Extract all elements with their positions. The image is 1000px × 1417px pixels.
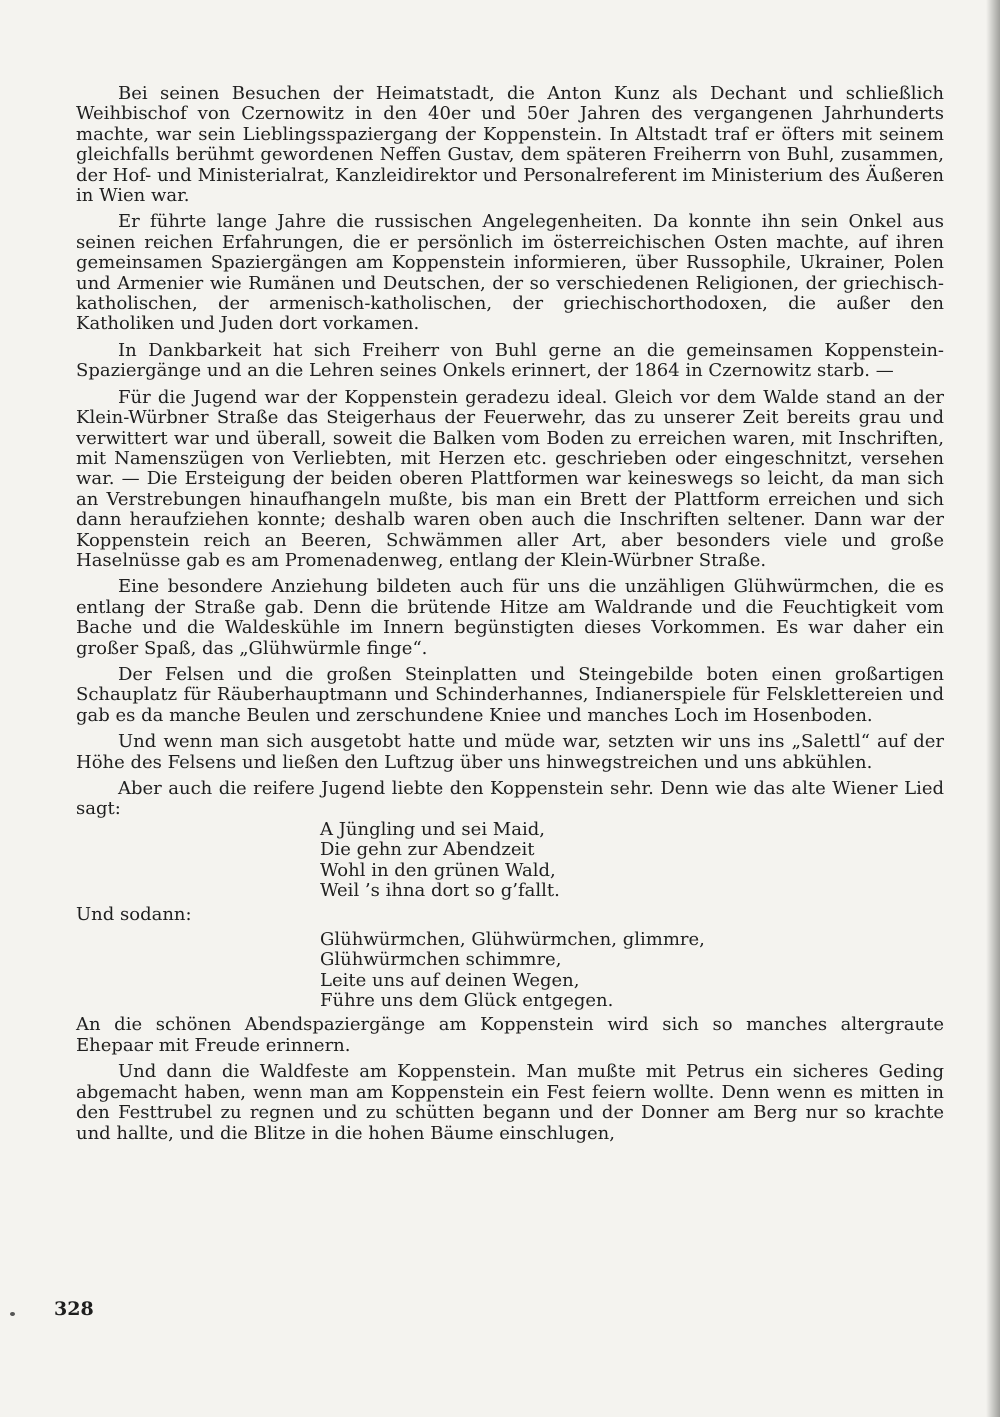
- verse-label: Und sodann:: [76, 904, 192, 926]
- verse-line: Führe uns dem Glück entgegen.: [320, 990, 614, 1012]
- verse-stanza-1: [320, 820, 944, 902]
- verse-line: Glühwürmchen, Glühwürmchen, glimmre,: [320, 928, 705, 950]
- paragraph-3: In Dankbarkeit hat sich Freiherr von Buhl gerne an die gemeinsamen Koppenstein-Spaziergänge und an die Lehren seines Onkels erinnert, der 1864 in Czernowitz starb. —: [76, 339, 944, 382]
- paragraph-7: Und wenn man sich ausgetobt hatte und müde war, setzten wir uns ins „Salettl“ auf der Höhe des Felsens und ließen den Luftzug über uns hinwegstreichen und uns abkühlen.: [76, 731, 944, 773]
- binding-shadow: [986, 0, 1000, 1417]
- verse-line: Weil ’s ihna dort so g’fallt.: [320, 880, 560, 902]
- verse-line: Glühwürmchen schimmre,: [320, 949, 562, 971]
- verse-line: Die gehn zur Abendzeit: [320, 839, 535, 861]
- verse-line: Wohl in den grünen Wald,: [320, 859, 556, 881]
- paragraph-6: Der Felsen und die großen Steinplatten und Steingebilde boten einen großartigen Schauplatz für Räuberhauptmann und Schinderhannes, Indianerspiele für Felsklettereien und gab es da manche Beulen und zerschundene Kniee und manches Loch im Hosenboden.: [76, 663, 944, 726]
- paragraph-1: Bei seinen Besuchen der Heimatstadt, die Anton Kunz als Dechant und schließlich Weihbischof von Czernowitz in den 40er und 50er Jahren des vergangenen Jahrhunderts machte, war sein Lieblingsspaziergang der Koppenstein. In Altstadt traf er öfters mit seinem gleichfalls berühmt gewordenen Neffen Gustav, dem späteren Freiherrn von Buhl, zusammen, der Hof- und Ministerialrat, Kanzleidirektor und Personalreferent im Ministerium des Äußeren in Wien war.: [76, 83, 944, 207]
- verse-stanza-2: [320, 930, 944, 1012]
- closing-paragraph-1: An die schönen Abendspaziergänge am Koppenstein wird sich so manches altergraute Ehepaar mit Freude erinnern.: [76, 1014, 944, 1056]
- paragraph-2: Er führte lange Jahre die russischen Angelegenheiten. Da konnte ihn sein Onkel aus seinen reichen Erfahrungen, die er persönlich im österreichischen Osten machte, auf ihren gemeinsamen Spaziergängen am Koppenstein informieren, über Russophile, Ukrainer, Polen und Armenier wie Rumänen und Deutschen, der so verschiedenen Religionen, der griechisch-katholischen, der armenisch-katholischen, der griechischorthodoxen, die außer den Katholiken und Juden dort vorkamen.: [76, 211, 944, 335]
- body-text: [76, 84, 944, 1150]
- page-number: 328: [54, 1298, 94, 1320]
- verse-line: A Jüngling und sei Maid,: [320, 818, 545, 840]
- page-speck: [10, 1312, 15, 1316]
- paragraph-8: Aber auch die reifere Jugend liebte den Koppenstein sehr. Denn wie das alte Wiener Lied sagt:: [76, 778, 944, 820]
- paragraph-4: Für die Jugend war der Koppenstein geradezu ideal. Gleich vor dem Walde stand an der Klein-Würbner Straße das Steigerhaus der Feuerwehr, das zu unserer Zeit bereits grau und verwittert war und überall, soweit die Balken vom Boden zu erreichen waren, mit Inschriften, mit Namenszügen von Verliebten, mit Herzen etc. geschrieben oder eingeschnitzt, versehen war. — Die Ersteigung der beiden oberen Plattformen war keineswegs so leicht, da man sich an Verstrebungen hinaufhangeln mußte, bis man ein Brett der Plattform erreichen und sich dann heraufziehen konnte; deshalb waren oben auch die Inschriften seltener. Dann war der Koppenstein reich an Beeren, Schwämmen aller Art, aber besonders viele und große Haselnüsse gab es am Promenadenweg, entlang der Klein-Würbner Straße.: [76, 386, 944, 571]
- closing-paragraph-2: Und dann die Waldfeste am Koppenstein. Man mußte mit Petrus ein sicheres Geding abgemacht haben, wenn man am Koppenstein ein Fest feiern wollte. Denn wenn es mitten in den Festtrubel zu regnen und zu schütten begann und der Donner am Berg nur so krachte und hallte, und die Blitze in die hohen Bäume einschlugen,: [76, 1061, 944, 1144]
- paragraph-5: Eine besondere Anziehung bildeten auch für uns die unzähligen Glühwürmchen, die es entlang der Straße gab. Denn die brütende Hitze am Waldrande und die Feuchtigkeit vom Bache und die Waldeskühle im Innern begünstigten dieses Vorkommen. Es war daher ein großer Spaß, das „Glühwürmle finge“.: [76, 576, 944, 659]
- verse-line: Leite uns auf deinen Wegen,: [320, 969, 580, 991]
